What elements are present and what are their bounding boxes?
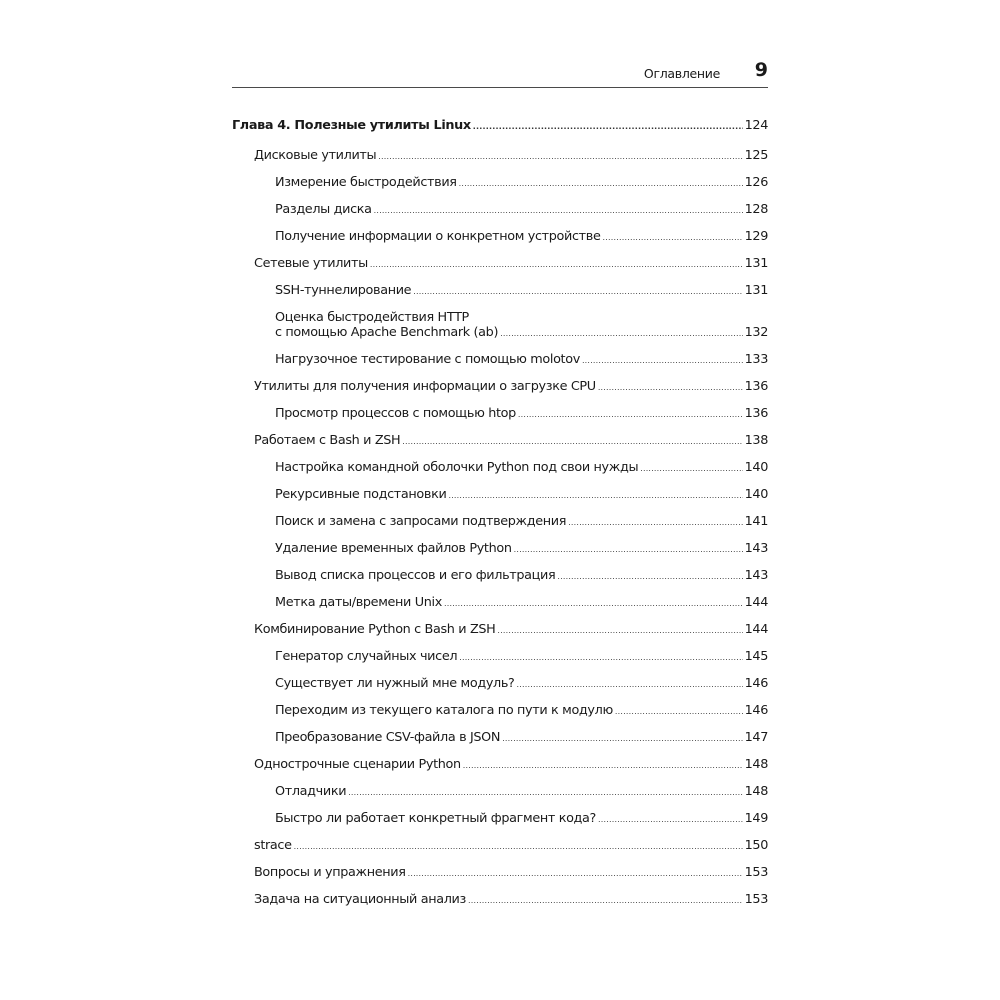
toc-entry-title: Быстро ли работает конкретный фрагмент кода? [275, 811, 596, 826]
toc-entry-title: Измерение быстродействия [275, 174, 457, 190]
toc-entry[interactable] [232, 676, 768, 693]
dot-leader [514, 542, 743, 558]
toc-entry-title: Существует ли нужный мне модуль? [275, 676, 515, 691]
toc-entry-title: Сетевые утилиты [254, 255, 368, 271]
dot-leader [463, 758, 743, 774]
dot-leader [370, 257, 743, 273]
toc-entry-page: 143 [744, 541, 768, 556]
dot-leader [517, 677, 743, 693]
dot-leader [448, 488, 742, 504]
toc-entry[interactable] [232, 256, 768, 273]
toc-entry[interactable] [232, 703, 768, 720]
dot-leader [568, 515, 743, 531]
toc-entry-title: с помощью Apache Benchmark (ab) [275, 325, 499, 340]
toc-entry-title: Глава 4. Полезные утилиты Linux [232, 118, 471, 133]
dot-leader [402, 434, 742, 450]
toc-entry-title: Дисковые утилиты [254, 147, 377, 163]
toc-entry-title: Отладчики [275, 784, 347, 799]
toc-entry-title: Работаем с Bash и ZSH [254, 433, 401, 448]
dot-leader [473, 119, 743, 135]
toc-entry-page: 144 [744, 595, 768, 610]
toc-entry-title: Удаление временных файлов Python [275, 541, 512, 556]
toc-entry[interactable] [232, 595, 768, 612]
dot-leader [378, 149, 742, 165]
toc-entry[interactable] [232, 202, 768, 219]
toc-entry-page: 143 [744, 568, 768, 583]
toc-entry-title: Просмотр процессов с помощью htop [275, 406, 516, 421]
toc-entry-title: Преобразование CSV-файла в JSON [275, 730, 501, 745]
dot-leader [497, 623, 742, 639]
toc-entry[interactable] [232, 649, 768, 666]
toc-entry-page: 131 [744, 282, 768, 298]
toc-entry[interactable] [232, 730, 768, 747]
dot-leader [374, 203, 743, 219]
toc-entry-page: 136 [744, 379, 768, 394]
dot-leader [468, 893, 743, 909]
toc-entry[interactable] [232, 622, 768, 639]
dot-leader [598, 380, 743, 396]
toc-entry[interactable] [232, 838, 768, 855]
dot-leader [598, 812, 743, 828]
toc-entry-page: 140 [744, 487, 768, 502]
toc-entry-page: 128 [744, 201, 768, 217]
dot-leader [348, 785, 742, 801]
toc-entry-title: strace [254, 838, 292, 853]
toc-entry-page: 124 [744, 118, 768, 133]
dot-leader [459, 650, 742, 666]
toc-entry-page: 148 [744, 784, 768, 799]
dot-leader [294, 839, 743, 855]
toc-entry-page: 146 [744, 676, 768, 691]
toc-entry[interactable] [232, 283, 768, 300]
toc-entry-title: Переходим из текущего каталога по пути к модулю [275, 703, 613, 718]
section-title: Оглавление [643, 66, 720, 81]
running-header [232, 58, 768, 88]
toc-entry-page: 147 [744, 730, 768, 745]
toc-entry-title: Рекурсивные подстановки [275, 487, 447, 502]
dot-leader [413, 284, 742, 300]
toc-entry[interactable] [232, 757, 768, 774]
toc-entry-title: Утилиты для получения информации о загрузке CPU [254, 379, 596, 394]
toc-entry[interactable] [232, 325, 768, 342]
page-number: 9 [754, 59, 768, 81]
toc-entry-page: 146 [744, 703, 768, 718]
toc-entry-title: Однострочные сценарии Python [254, 757, 461, 772]
dot-leader [640, 461, 742, 477]
table-of-contents [232, 118, 768, 909]
dot-leader [603, 230, 743, 246]
toc-entry[interactable] [232, 784, 768, 801]
toc-entry-page: 149 [744, 811, 768, 826]
toc-entry-title: Вопросы и упражнения [254, 865, 406, 880]
toc-entry-page: 145 [744, 649, 768, 664]
dot-leader [444, 596, 743, 612]
toc-entry[interactable] [232, 433, 768, 450]
toc-entry-page: 136 [744, 406, 768, 421]
dot-leader [615, 704, 743, 720]
toc-entry-title: Поиск и замена с запросами подтверждения [275, 514, 567, 529]
toc-entry-page: 141 [744, 514, 768, 529]
toc-entry[interactable] [232, 811, 768, 828]
toc-entry-title: Генератор случайных чисел [275, 649, 458, 664]
dot-leader [502, 731, 742, 747]
toc-entry-title: Задача на ситуационный анализ [254, 892, 466, 907]
toc-entry[interactable] [232, 892, 768, 909]
toc-entry[interactable] [232, 148, 768, 165]
toc-entry-title-line: Оценка быстродействия HTTP [275, 309, 469, 325]
toc-entry-page: 129 [744, 228, 768, 244]
toc-entry-page: 144 [744, 622, 768, 637]
toc-entry[interactable] [232, 568, 768, 585]
dot-leader [459, 176, 743, 192]
dot-leader [582, 353, 743, 369]
toc-entry-title: SSH-туннелирование [275, 282, 412, 298]
toc-entry-page: 140 [744, 460, 768, 475]
toc-entry-title: Настройка командной оболочки Python под свои нужды [275, 460, 639, 475]
toc-entry[interactable] [232, 865, 768, 882]
toc-entry-page: 148 [744, 757, 768, 772]
toc-entry-title: Получение информации о конкретном устройстве [275, 228, 601, 244]
toc-entry-page: 150 [744, 838, 768, 853]
toc-entry[interactable] [232, 406, 768, 423]
toc-entry-page: 153 [744, 865, 768, 880]
toc-entry[interactable] [232, 487, 768, 504]
toc-entry-page: 126 [744, 174, 768, 190]
dot-leader [408, 866, 743, 882]
toc-entry-page: 153 [744, 892, 768, 907]
toc-entry[interactable] [232, 379, 768, 396]
toc-entry[interactable] [232, 175, 768, 192]
toc-entry[interactable] [232, 229, 768, 246]
toc-entry[interactable] [232, 352, 768, 369]
toc-entry-title: Комбинирование Python с Bash и ZSH [254, 622, 496, 637]
toc-entry-title: Разделы диска [275, 201, 372, 217]
toc-entry-title: Нагрузочное тестирование с помощью molotov [275, 352, 580, 367]
toc-entry[interactable] [232, 541, 768, 558]
toc-entry-page: 133 [744, 352, 768, 367]
toc-entry-page: 125 [744, 147, 768, 163]
toc-entry-page: 138 [744, 433, 768, 448]
toc-entry[interactable] [232, 514, 768, 531]
toc-entry-title: Метка даты/времени Unix [275, 595, 442, 610]
dot-leader [518, 407, 743, 423]
dot-leader [557, 569, 742, 585]
toc-entry-page: 131 [744, 255, 768, 271]
toc-entry-page: 132 [744, 325, 768, 340]
toc-entry[interactable] [232, 460, 768, 477]
toc-entry-title: Вывод списка процессов и его фильтрация [275, 568, 556, 583]
dot-leader [500, 326, 743, 342]
toc-entry[interactable] [232, 118, 768, 135]
